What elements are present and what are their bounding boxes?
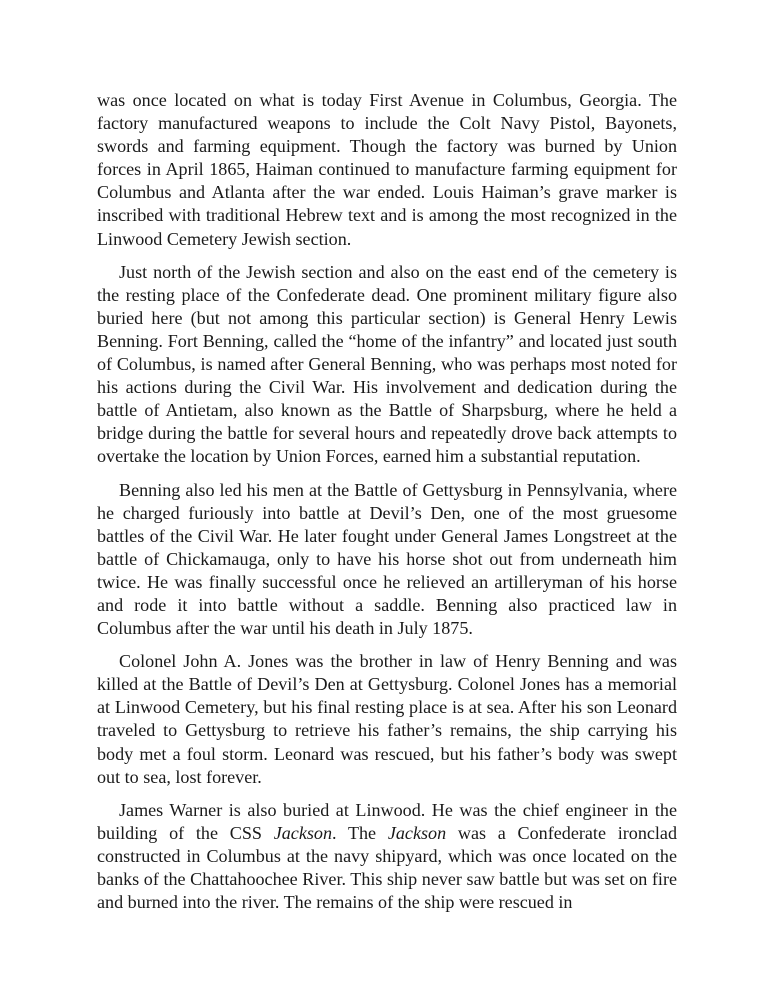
ship-name-jackson-1: Jackson [273, 822, 332, 843]
paragraph-2-text: Just north of the Jewish section and also on the east end of the cemetery is the resting place of the Confederate dead. One prominent military figure also buried here (but not among this particular section) is General Henry Lewis Benning. Fort Benning, called the “home of the infantry” and located just south of Columbus, is named after General Benning, who was perhaps most noted for his actions during the Civil War. His involvement and dedication during the battle of Antietam, also known as the Battle of Sharpsburg, where he held a bridge during the battle for several hours and repeatedly drove back attempts to overtake the location by Union Forces, earned him a substantial reputation. [97, 261, 677, 467]
paragraph-5-text-c: was a Confederate ironclad constructed in Columbus at the navy shipyard, which was once located on the banks of the Chattahoochee River. This ship never saw battle but was set on fire and burned into the river. The remains of the ship were rescued in [97, 822, 678, 913]
paragraph-3 [97, 479, 677, 641]
paragraph-1-text: was once located on what is today First Avenue in Columbus, Georgia. The factory manufactured weapons to include the Colt Navy Pistol, Bayonets, swords and farming equipment. Though the factory was burned by Union forces in April 1865, Haiman continued to manufacture farming equipment for Columbus and Atlanta after the war ended. Louis Haiman’s grave marker is inscribed with traditional Hebrew text and is among the most recognized in the Linwood Cemetery Jewish section. [97, 90, 677, 249]
document-page [97, 89, 677, 924]
paragraph-4-text: Colonel John A. Jones was the brother in law of Henry Benning and was killed at the Battle of Devil’s Den at Gettysburg. Colonel Jones has a memorial at Linwood Cemetery, but his final resting place is at sea. After his son Leonard traveled to Gettysburg to retrieve his father’s remains, the ship carrying his body met a foul storm. Leonard was rescued, but his father’s body was swept out to sea, lost forever. [97, 651, 677, 787]
paragraph-4 [97, 650, 677, 789]
paragraph-3-text: Benning also led his men at the Battle of Gettysburg in Pennsylvania, where he charged furiously into battle at Devil’s Den, one of the most gruesome battles of the Civil War. He later fought under General James Longstreet at the battle of Chickamauga, only to have his horse shot out from underneath him twice. He was finally successful once he relieved an artilleryman of his horse and rode it into battle without a saddle. Benning also practiced law in Columbus after the war until his death in July 1875. [97, 479, 677, 639]
paragraph-5-text-b: . The [332, 822, 388, 843]
paragraph-5-text-a: James Warner is also buried at Linwood. He was the chief engineer in the building of the CSS [97, 799, 677, 843]
paragraph-1 [97, 89, 677, 251]
paragraph-2 [97, 261, 677, 469]
paragraph-5 [97, 799, 677, 914]
ship-name-jackson-2: Jackson [387, 822, 447, 843]
